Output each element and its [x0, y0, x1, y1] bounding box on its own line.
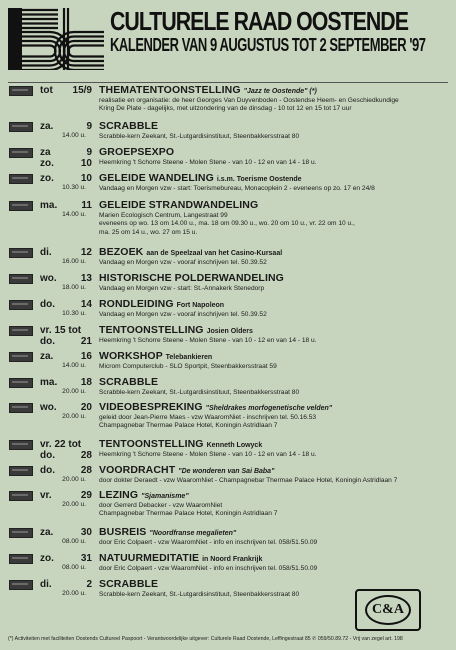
event-bullet-icon — [9, 326, 33, 336]
event-title-sub: "Sheldrakes morfogenetische velden" — [205, 405, 333, 412]
event-title-sub: "Noordfranse megalieten" — [149, 530, 237, 537]
event-title-main: VOORDRACHT — [99, 464, 176, 476]
page-title: CULTURELE RAAD OOSTENDE — [110, 6, 408, 36]
event-day: wo. — [40, 402, 57, 413]
event-date: 18 — [80, 377, 92, 388]
event-title-sub: "Jazz te Oostende" (*) — [243, 88, 317, 95]
event-detail: realisatie en organisatie: de heer Georges Van Duyvenboden - Oostendse Heem- en Geschiedkundige — [99, 97, 399, 104]
event-detail: Heemkring 't Schorre Steene - Molen Stene - van 10 - 12 en van 14 - 18 u. — [99, 451, 317, 458]
event-detail: Scrabble-kern Zeekant, St.-Lutgardisinstituut, Steenbakkersstraat 80 — [99, 133, 300, 140]
event-date: 28 — [80, 465, 92, 476]
event-bullet-icon — [9, 528, 33, 538]
event-day-end: do. — [40, 450, 55, 461]
event-detail: eveneens op wo. 13 om 14.00 u., ma. 18 om 09.30 u., wo. 20 om 10 u., vr. 22 om 10 u., — [99, 220, 355, 228]
event-time: 14.00 u. — [62, 362, 86, 369]
event-day: tot — [40, 85, 53, 96]
event-time: 10.30 u. — [62, 310, 86, 317]
event-title — [99, 439, 262, 451]
event-title — [99, 200, 258, 211]
event-time: 16.00 u. — [62, 258, 86, 265]
event-detail: Vandaag en Morgen vzw - start: Toerismebureau, Monacoplein 2 - eveneens op zo. 17 en 24/8 — [99, 185, 375, 192]
event-title-main: TENTOONSTELLING — [99, 438, 204, 450]
event-date: 2 — [86, 579, 92, 590]
event-title-main: VIDEOBESPREKING — [99, 401, 203, 413]
event-detail: geleid door Jean-Pierre Maes - vzw WaaromNiet - inschrijven tel. 50.16.53 — [99, 414, 317, 421]
sponsor-logo — [355, 589, 421, 631]
event-detail: door Eric Colpaert - vzw WaaromNiet - info en inschrijven tel. 058/51.50.09 — [99, 539, 318, 546]
event-title-sub: i.s.m. Toerisme Oostende — [216, 176, 302, 183]
event-day: do. — [40, 465, 55, 476]
event-day: di. — [40, 247, 52, 258]
event-title-sub: "Sjamanisme" — [141, 493, 189, 500]
event-day: vr. — [40, 490, 52, 501]
event-title — [99, 553, 262, 565]
event-time: 10.30 u. — [62, 184, 86, 191]
event-title — [99, 299, 224, 311]
event-title — [99, 490, 189, 502]
event-title-sub: Telebankieren — [165, 354, 213, 361]
event-title — [99, 325, 253, 337]
event-bullet-icon — [9, 466, 33, 476]
event-title-main: LEZING — [99, 489, 139, 501]
event-title-main: HISTORISCHE POLDERWANDELING — [99, 272, 284, 284]
event-time: 20.00 u. — [62, 590, 86, 597]
event-date: 15/9 — [72, 85, 92, 96]
event-date: 10 — [80, 173, 92, 184]
event-detail: Champagnebar Thermae Palace Hotel, Koningin Astridlaan 7 — [99, 510, 278, 518]
event-detail: Vandaag en Morgen vzw - vooraf inschrijven tel. 50.39.52 — [99, 311, 267, 318]
event-bullet-icon — [9, 378, 33, 388]
event-time: 20.00 u. — [62, 476, 86, 483]
event-date: 16 — [80, 351, 92, 362]
event-bullet-icon — [9, 352, 33, 362]
event-bullet-icon — [9, 174, 33, 184]
event-date: 31 — [80, 553, 92, 564]
event-day: za. — [40, 351, 54, 362]
event-detail: door Eric Colpaert - vzw WaaromNiet - info en inschrijven tel. 058/51.50.09 — [99, 565, 318, 572]
event-title — [99, 121, 158, 132]
event-date: 30 — [80, 527, 92, 538]
event-day-end: do. — [40, 336, 55, 347]
page-subtitle: KALENDER VAN 9 AUGUSTUS TOT 2 SEPTEMBER '97 — [110, 35, 426, 55]
event-date-end: 21 — [80, 336, 92, 347]
event-bullet-icon — [9, 580, 33, 590]
event-title — [99, 351, 212, 363]
event-bullet-icon — [9, 201, 33, 211]
event-detail: Marien Ecologisch Centrum, Langestraat 99 — [99, 212, 228, 219]
event-title-main: SCRABBLE — [99, 120, 159, 132]
event-detail: Kring De Plate - dagelijks, met uitzondering van de dinsdag - 10 tot 12 en 15 tot 17 uur — [99, 105, 352, 113]
event-title-main: SCRABBLE — [99, 376, 159, 388]
event-title-main: GELEIDE STRANDWANDELING — [99, 199, 259, 211]
event-time: 14.00 u. — [62, 132, 86, 139]
event-bullet-icon — [9, 274, 33, 284]
event-detail: Vandaag en Morgen vzw - vooraf inschrijven tel. 50.39.52 — [99, 259, 267, 266]
event-time: 14.00 u. — [62, 211, 86, 218]
event-bullet-icon — [9, 554, 33, 564]
event-title — [99, 579, 158, 590]
event-detail: ma. 25 om 14 u., wo. 27 om 15 u. — [99, 228, 198, 236]
event-title — [99, 527, 236, 539]
event-title — [99, 85, 317, 97]
event-title-main: THEMATENTOONSTELLING — [99, 84, 241, 96]
event-date: 20 — [80, 402, 92, 413]
header-divider — [8, 82, 448, 83]
event-title — [99, 173, 302, 185]
event-day: za. — [40, 527, 54, 538]
event-detail: Vandaag en Morgen vzw - start: St.-Annakerk Stenedorp — [99, 285, 265, 292]
event-day: vr. 15 tot — [40, 325, 82, 336]
event-time: 20.00 u. — [62, 501, 86, 508]
event-title-sub: Josien Olders — [206, 328, 253, 335]
event-bullet-icon — [9, 403, 33, 413]
event-time: 08.00 u. — [62, 564, 86, 571]
event-detail: Microm Computerclub - SLO Sportpit, Steenbakkersstraat 59 — [99, 363, 277, 370]
event-title-main: RONDLEIDING — [99, 298, 174, 310]
event-title — [99, 273, 284, 284]
event-day: zo. — [40, 173, 54, 184]
event-date-end: 28 — [80, 450, 92, 461]
event-title-sub: Kenneth Lowyck — [206, 442, 263, 449]
event-title-main: NATUURMEDITATIE — [99, 552, 200, 564]
event-bullet-icon — [9, 440, 33, 450]
event-time: 08.00 u. — [62, 538, 86, 545]
event-day: do. — [40, 299, 55, 310]
event-date: 9 — [86, 147, 92, 158]
event-bullet-icon — [9, 491, 33, 501]
event-date: 14 — [80, 299, 92, 310]
event-date: 9 — [86, 121, 92, 132]
event-bullet-icon — [9, 248, 33, 258]
event-title-main: SCRABBLE — [99, 578, 159, 590]
event-day: ma. — [40, 377, 58, 388]
event-day: di. — [40, 579, 52, 590]
event-detail: Scrabble-kern Zeekant, St.-Lutgardisinstituut, Steenbakkersstraat 80 — [99, 389, 300, 396]
event-detail: Heemkring 't Schorre Steene - Molen Stene - van 10 - 12 en van 14 - 18 u. — [99, 159, 317, 166]
event-title — [99, 465, 274, 477]
footer-note: (*) Activiteiten met faciliteiten Oostends Cultureel Paspoort - Verantwoordelijke uitgever: Culturele Raad Oostende, Leffingestraat 85 ✆ 059/50.89.72 - Vrij van zegel art. 198 — [8, 636, 403, 642]
event-date: 12 — [80, 247, 92, 258]
event-bullet-icon — [9, 86, 33, 96]
event-bullet-icon — [9, 148, 33, 158]
event-title — [99, 377, 158, 388]
event-title-sub: aan de Speelzaal van het Casino-Kursaal — [146, 250, 283, 257]
event-date: 29 — [80, 490, 92, 501]
event-detail: Champagnebar Thermae Palace Hotel, Koningin Astridlaan 7 — [99, 422, 278, 430]
event-time: 20.00 u. — [62, 413, 86, 420]
event-date-end: 10 — [80, 158, 92, 169]
event-day: za — [40, 147, 51, 158]
event-day: vr. 22 tot — [40, 439, 82, 450]
event-detail: door dokter Deraedt - vzw WaaromNiet - Champagnebar Thermae Palace Hotel, Koningin Astridlaan 7 — [99, 477, 398, 484]
event-time: 18.00 u. — [62, 284, 86, 291]
event-date: 11 — [81, 200, 92, 211]
event-title-main: WORKSHOP — [99, 350, 163, 362]
event-title-main: GROEPSEXPO — [99, 146, 175, 158]
event-bullet-icon — [9, 122, 33, 132]
event-title-main: GELEIDE WANDELING — [99, 172, 214, 184]
header — [0, 0, 456, 82]
event-title-sub: Fort Napoleon — [176, 302, 225, 309]
event-title — [99, 402, 332, 414]
event-title-main: BEZOEK — [99, 246, 144, 258]
event-day: wo. — [40, 273, 57, 284]
event-date: 13 — [80, 273, 92, 284]
event-title — [99, 147, 174, 158]
event-title-sub: in Noord Frankrijk — [202, 556, 263, 563]
culturele-raad-logo — [8, 8, 106, 70]
event-title-sub: "De wonderen van Sai Baba" — [178, 468, 275, 475]
event-title-main: TENTOONSTELLING — [99, 324, 204, 336]
ca-logo-mark: C&A — [365, 595, 411, 625]
event-day: ma. — [40, 200, 58, 211]
event-title-main: BUSREIS — [99, 526, 147, 538]
event-title — [99, 247, 282, 259]
event-day: za. — [40, 121, 54, 132]
event-bullet-icon — [9, 300, 33, 310]
event-detail: Scrabble-kern Zeekant, St.-Lutgardisinstituut, Steenbakkersstraat 80 — [99, 591, 300, 598]
event-day: zo. — [40, 553, 54, 564]
event-time: 20.00 u. — [62, 388, 86, 395]
event-detail: door Gerrerd Debacker - vzw WaaromNiet — [99, 502, 223, 509]
event-detail: Heemkring 't Schorre Steene - Molen Stene - van 10 - 12 en van 14 - 18 u. — [99, 337, 317, 344]
event-day-end: zo. — [40, 158, 54, 169]
